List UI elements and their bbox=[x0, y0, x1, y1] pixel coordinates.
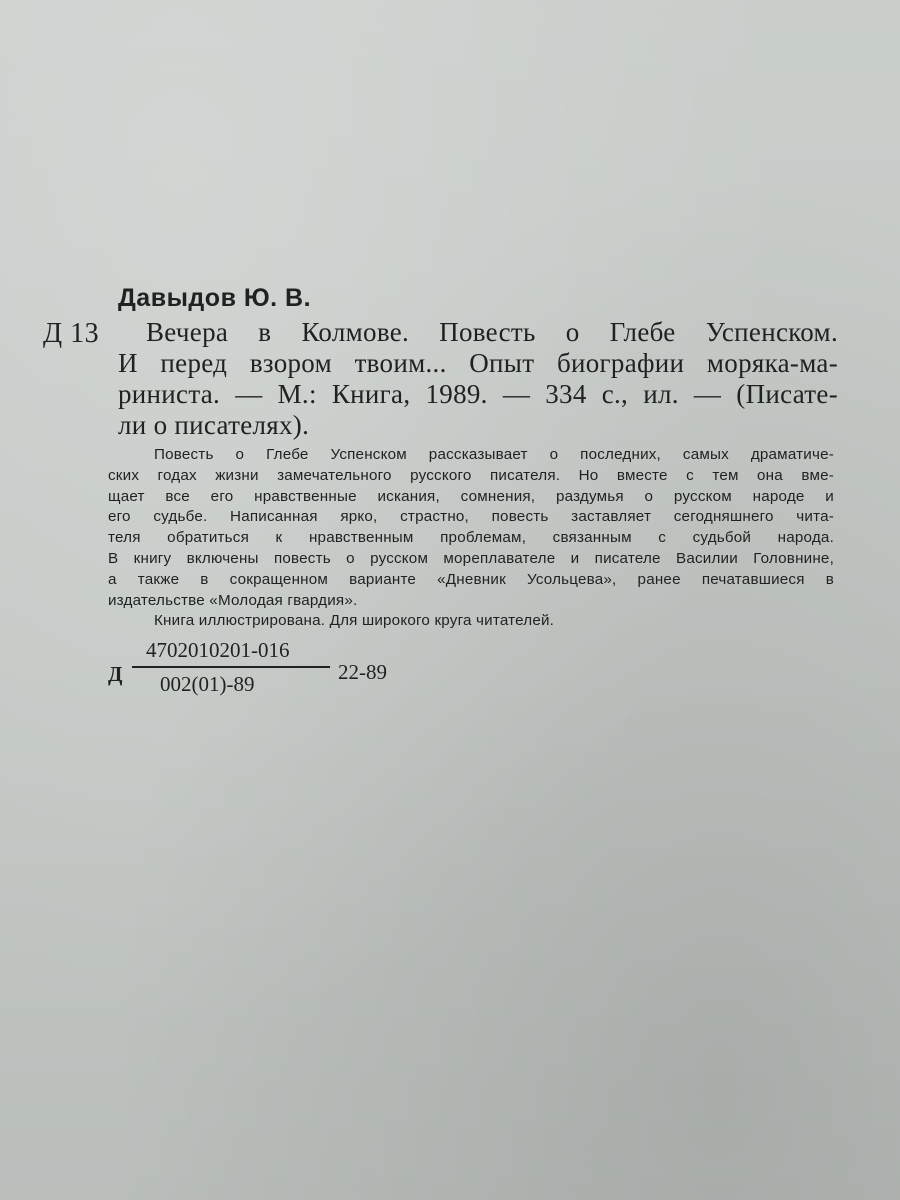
annotation-line: Книга иллюстрирована. Для широкого круга читателей. bbox=[154, 612, 555, 630]
annotation-line: его судьбе. Написанная ярко, страстно, повесть заставляет сегодняшнего чита- bbox=[108, 508, 834, 526]
annotation-line: В книгу включены повесть о русском мореплавателе и писателе Василии Головнине, bbox=[108, 549, 834, 567]
fraction-divider bbox=[132, 666, 330, 668]
description-line: риниста. — М.: Книга, 1989. — 334 с., ил. — (Писате- bbox=[118, 379, 838, 409]
annotation-line: ских годах жизни замечательного русского писателя. Но вместе с тем она вме- bbox=[108, 466, 834, 484]
annotation bbox=[108, 445, 834, 632]
annotation-line: издательстве «Молодая гвардия». bbox=[108, 591, 358, 609]
index-denominator: 002(01)-89 bbox=[160, 672, 255, 696]
library-code: Д 13 bbox=[43, 318, 100, 349]
description-line: ли о писателях). bbox=[118, 410, 310, 440]
index-numerator: 4702010201-016 bbox=[146, 638, 290, 662]
index-right-code: 22-89 bbox=[338, 660, 387, 684]
annotation-line: Повесть о Глебе Успенском рассказывает о последних, самых драматиче- bbox=[154, 446, 834, 463]
bibliographic-description bbox=[118, 317, 838, 441]
index-fraction bbox=[132, 638, 332, 697]
index-letter: Д bbox=[108, 662, 123, 686]
author-name: Давыдов Ю. В. bbox=[118, 284, 312, 312]
description-line: И перед взором твоим... Опыт биографии моряка-ма- bbox=[118, 348, 838, 378]
annotation-line: щает все его нравственные искания, сомнения, раздумья о русском народе и bbox=[108, 487, 834, 505]
annotation-line: а также в сокращенном варианте «Дневник Усольцева», ранее печатавшиеся в bbox=[108, 570, 834, 588]
description-line: Вечера в Колмове. Повесть о Глебе Успенском. bbox=[146, 317, 838, 347]
annotation-line: теля обратиться к нравственным проблемам, связанным с судьбой народа. bbox=[108, 529, 834, 547]
